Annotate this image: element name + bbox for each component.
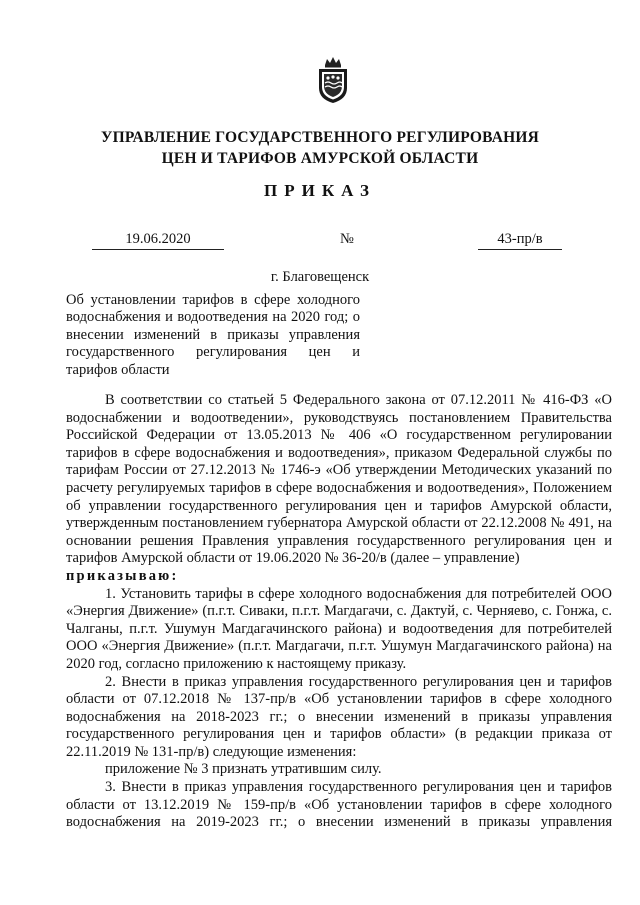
preamble-paragraph: В соответствии со статьей 5 Федерального закона от 07.12.2011 № 416-ФЗ «О водоснабжении и водоотведении», руководствуясь постановлением Правительства Российской Федерации от 13.05.2013 № 406 «О государственном регулировании тарифов в сфере водоснабжения и водоотведения», приказом Федеральной службы по тарифам России от 27.12.2013 № 1746-э «Об утверждении Методических указаний по расчету регулируемых тарифов в сфере водоснабжения и водоотведения», Положением об управлении государственного регулирования цен и тарифов Амурской области, утвержденным постановлением губернатора Амурской области от 22.12.2008 № 491, на основании решения Правления управления государственного регулирования цен и тарифов Амурской области от 19.06.2020 № 36-20/в (далее – управление) bbox=[66, 392, 612, 567]
agency-name-line2: ЦЕН И ТАРИФОВ АМУРСКОЙ ОБЛАСТИ bbox=[161, 150, 479, 167]
city: г. Благовещенск bbox=[270, 269, 370, 285]
order-item-2: 2. Внести в приказ управления государственного регулирования цен и тарифов области от 07.12.2018 № 137-пр/в «Об установлении тарифов в сфере холодного водоснабжения на 2018-2023 гг.; о внесении изменений в приказы управления государственного регулирования цен и тарифов области» (в редакции приказа от 22.11.2019 № 131-пр/в) следующие изменения: bbox=[66, 673, 612, 760]
order-directive-word: приказываю: bbox=[66, 567, 179, 584]
order-date: 19.06.2020 bbox=[92, 231, 224, 250]
order-item-3: 3. Внести в приказ управления государственного регулирования цен и тарифов области от 13.12.2019 № 159-пр/в «Об установлении тарифов в сфере холодного водоснабжения на 2019-2023 гг.; о внесении изменений в приказы управления bbox=[66, 779, 612, 831]
order-body bbox=[66, 392, 612, 832]
order-number: 43-пр/в bbox=[478, 231, 562, 250]
order-item-1: 1. Установить тарифы в сфере холодного водоснабжения для потребителей ООО «Энергия Движение» (п.г.т. Сиваки, п.г.т. Магдагачи, с. Дактуй, с. Черняево, с. Гонжа, с. Чалганы, п.г.т. Ушумун Магдагачинского района) и водоотведения для потребителей ООО «Энергия Движение» (п.г.т. Магдагачи, п.г.т. Ушумун Магдагачинского района) на 2020 год, согласно приложению к настоящему приказу. bbox=[66, 585, 612, 672]
agency-name-line1: УПРАВЛЕНИЕ ГОСУДАРСТВЕННОГО РЕГУЛИРОВАНИЯ bbox=[101, 129, 539, 146]
order-item-2-sub: приложение № 3 признать утратившим силу. bbox=[105, 761, 382, 778]
coat-of-arms-icon bbox=[316, 56, 350, 104]
number-sign: № bbox=[340, 231, 354, 247]
document-type-title: ПРИКАЗ bbox=[264, 181, 376, 200]
order-subject: Об установлении тарифов в сфере холодного водоснабжения и водоотведения на 2020 год; о внесении изменений в приказы управления государственного регулирования цен и тарифов области bbox=[66, 292, 360, 378]
agency-name bbox=[0, 127, 640, 169]
